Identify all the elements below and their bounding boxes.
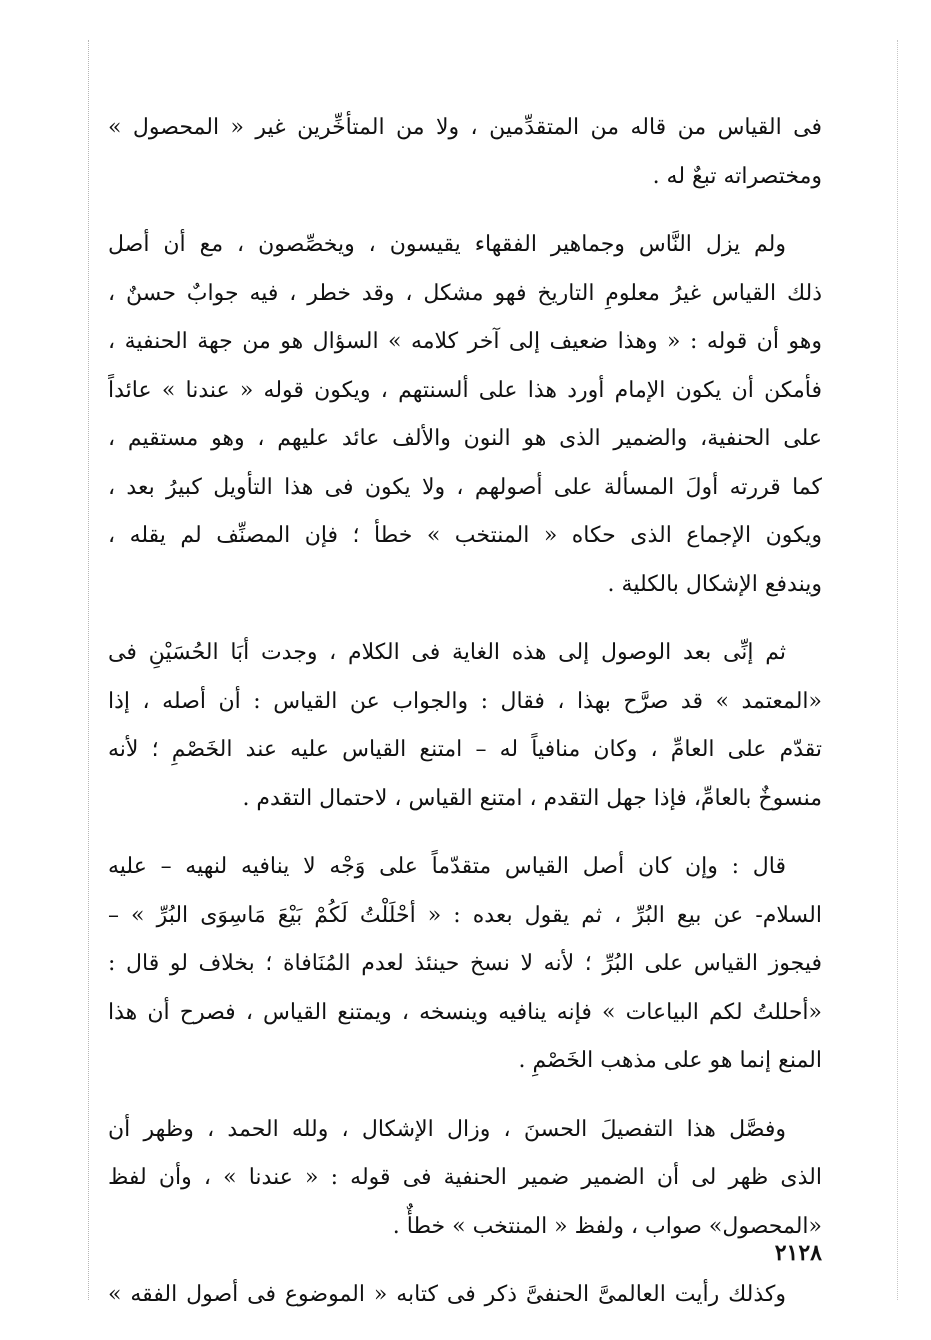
paragraph-3 <box>108 629 822 823</box>
scan-border-right <box>897 40 898 1300</box>
text-line: وفصَّل هذا التفصيلَ الحسنَ ، وزال الإشكال ، ولله الحمد ، وظهر أن <box>108 1116 786 1142</box>
paragraph-6 <box>108 1271 822 1320</box>
text-line: وكذلك رأيت العالمىَّ الحنفىَّ ذكر فى كتابه « الموضوع فى أصول الفقه » <box>108 1282 786 1307</box>
text-line: المنع إنما هو على مذهب الخَصْمِ . <box>518 1048 822 1073</box>
text-line: ذلك القياس غيرُ معلومِ التاريخ فهو مشكل ، وقد خطر ، فيه جوابٌ حسنٌ ، <box>108 280 822 306</box>
paragraph-4 <box>108 843 822 1086</box>
text-line: ويندفع الإشكال بالكلية . <box>607 571 822 597</box>
scan-border-left <box>88 40 89 1300</box>
paragraph-2 <box>108 221 822 609</box>
text-line: ثم إنِّى بعد الوصول إلى هذه الغاية فى الكلام ، وجدت أبَا الحُسَيْنِ فى <box>108 640 786 665</box>
text-line: كما قررته أولَ المسألة على أصولهم ، ولا يكون فى هذا التأويل كبيرُ بعد ، <box>108 474 822 500</box>
text-line: الذى ظهر لى أن الضمير ضمير الحنفية فى قوله : « عندنا » ، وأن لفظ <box>108 1165 822 1190</box>
text-line: «المعتمد » قد صرَّح بهذا ، فقال : والجواب عن القياس : أن أصله ، إذا <box>108 688 822 714</box>
text-line: السلام- عن بيع البُرِّ ، ثم يقول بعده : « أحْلَلْتُ لَكُمْ بَيْعَ مَاسِوَى البُرِّ » – <box>108 902 822 928</box>
body-text <box>108 104 822 1340</box>
text-line: منسوخٌ بالعامِّ، فإذا جهل التقدم ، امتنع القياس ، لاحتمال التقدم . <box>242 785 822 811</box>
page-number: ٢١٢٨ <box>774 1240 822 1266</box>
text-line: قال : وإن كان أصل القياس متقدّماً على وَجْه لا ينافيه لنهيه – عليه <box>108 854 786 879</box>
text-line: فيجوز القياس على البُرِّ ؛ لأنه لا نسخ حينئذ لعدم المُنَافاة ؛ بخلاف لو قال : <box>108 951 822 976</box>
text-line: على الحنفية، والضمير الذى هو النون والألف عائد عليهم ، وهو مستقيم ، <box>108 426 822 451</box>
text-line: «أحللتُ لكم البياعات » فإنه ينافيه وينسخه ، ويمتنع القياس ، فصرح أن هذا <box>108 999 822 1025</box>
text-line: وهو أن قوله : « وهذا ضعيف إلى آخر كلامه » السؤال هو من جهة الحنفية ، <box>108 329 822 354</box>
text-line: ولم يزل النَّاس وجماهير الفقهاء يقيسون ، ويخصِّصون ، مع أن أصل <box>108 232 786 257</box>
paragraph-1 <box>108 104 822 201</box>
text-line: فى القياس من قاله من المتقدِّمين ، ولا من المتأخِّرين غير « المحصول » <box>108 115 822 140</box>
text-line: تقدّم على العامِّ ، وكان منافياً له – امتنع القياس عليه عند الخَصْمِ ؛ لأنه <box>108 737 822 762</box>
text-line: فأمكن أن يكون الإمام أورد هذا على ألسنتهم ، ويكون قوله « عندنا » عائداً <box>108 377 822 403</box>
text-line: ومختصراته تبعٌ له . <box>652 163 822 189</box>
paragraph-5 <box>108 1106 822 1252</box>
text-line: ويكون الإجماع الذى حكاه « المنتخب » خطأ ؛ فإن المصنِّف لم يقله ، <box>108 523 822 548</box>
text-line: «المحصول» صواب ، ولفظ « المنتخب » خطأٌ . <box>392 1213 822 1239</box>
